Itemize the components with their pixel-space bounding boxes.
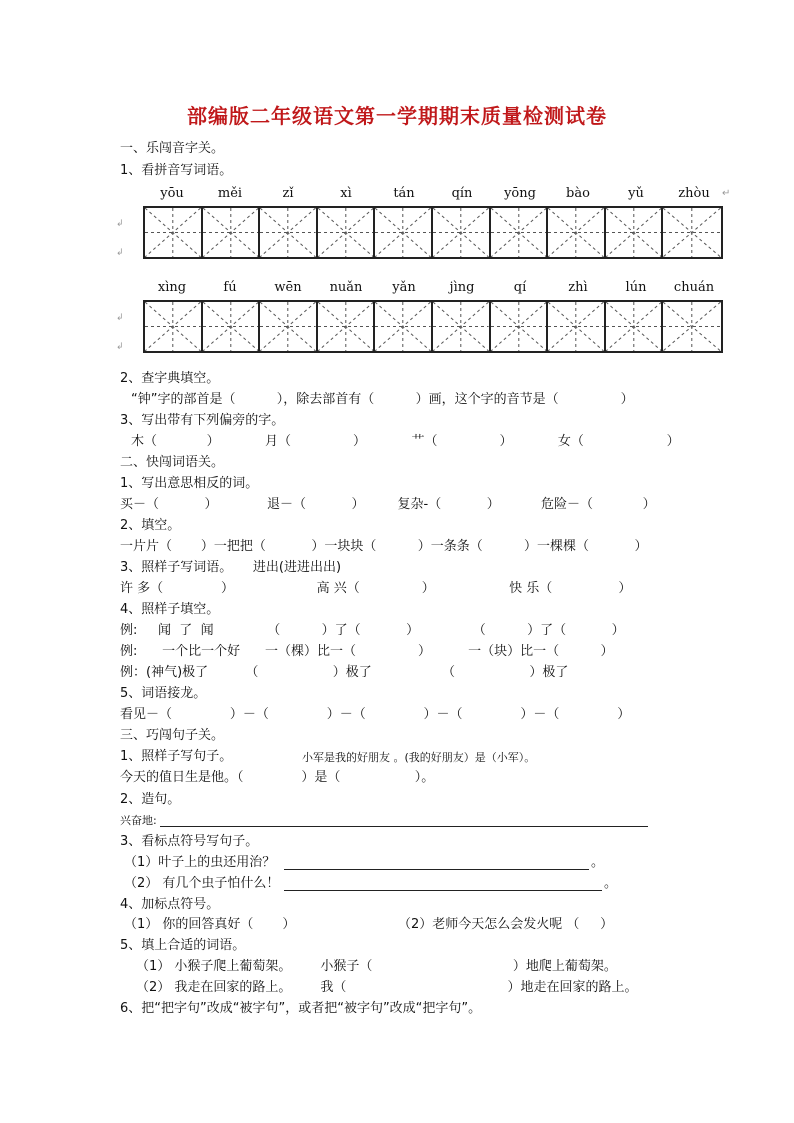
question-3-5: 5、填上合适的词语。 bbox=[120, 938, 246, 953]
question-2-4-example-2: 例: 一个比一个好 一（棵）比一（ ） 一（块）比一（ ） bbox=[120, 644, 614, 659]
pinyin-label: yǔ bbox=[628, 186, 644, 201]
answer-line bbox=[160, 826, 648, 827]
writing-cell[interactable] bbox=[203, 302, 261, 351]
question-2-5-blanks: 看见－（ ）－（ ）－（ ）－（ ）－（ ） bbox=[120, 707, 631, 722]
writing-cell[interactable] bbox=[260, 208, 318, 257]
pinyin-label: chuán bbox=[673, 280, 715, 295]
question-3-1: 1、照样子写句子。 bbox=[120, 749, 233, 764]
pinyin-label: qí bbox=[513, 280, 527, 295]
pinyin-row-1 bbox=[143, 186, 723, 204]
question-3-6: 6、把“把字句”改成“被字句”，或者把“被字句”改成“把字句”。 bbox=[120, 1001, 482, 1016]
paragraph-mark: ↲ bbox=[116, 342, 124, 352]
writing-cell[interactable] bbox=[375, 302, 433, 351]
question-1-2-blanks: “钟”字的部首是（ ），除去部首有（ ）画，这个字的音节是（ ） bbox=[131, 392, 634, 407]
question-3-2-prompt: 兴奋地: bbox=[120, 814, 157, 827]
answer-line bbox=[284, 869, 589, 870]
writing-cell[interactable] bbox=[260, 302, 318, 351]
writing-cell[interactable] bbox=[491, 208, 549, 257]
question-3-4-item-1: （1） 你的回答真好（ ） bbox=[124, 917, 296, 932]
pinyin-label: jìng bbox=[449, 280, 475, 295]
pinyin-label: zhòu bbox=[678, 186, 710, 201]
writing-cell[interactable] bbox=[663, 208, 721, 257]
writing-cell[interactable] bbox=[203, 208, 261, 257]
question-3-4-item-2: （2）老师今天怎么会发火呢 （ ） bbox=[398, 917, 614, 932]
question-3-3: 3、看标点符号写句子。 bbox=[120, 834, 259, 849]
pinyin-label: wēn bbox=[274, 280, 302, 295]
pinyin-label: bào bbox=[566, 186, 590, 201]
pinyin-label: měi bbox=[217, 186, 243, 201]
pinyin-label: fú bbox=[223, 280, 237, 295]
pinyin-label: yōng bbox=[504, 186, 536, 201]
question-2-1-blanks: 买－（ ） 退－（ ） 复杂-（ ） 危险－（ ） bbox=[120, 497, 656, 512]
writing-cell[interactable] bbox=[663, 302, 721, 351]
question-2-2-blanks: 一片片（ ）一把把（ ）一块块（ ）一条条（ ）一棵棵（ ） bbox=[120, 539, 648, 554]
writing-cell[interactable] bbox=[318, 302, 376, 351]
writing-grid-row-1 bbox=[143, 206, 723, 259]
writing-grid-row-2 bbox=[143, 300, 723, 353]
answer-line bbox=[284, 890, 602, 891]
writing-cell[interactable] bbox=[606, 208, 664, 257]
pinyin-label: nuǎn bbox=[329, 280, 363, 295]
writing-cell[interactable] bbox=[318, 208, 376, 257]
writing-cell[interactable] bbox=[548, 302, 606, 351]
question-3-2: 2、造句。 bbox=[120, 792, 181, 807]
writing-cell[interactable] bbox=[491, 302, 549, 351]
question-1-3-blanks: 木（ ） 月（ ） 艹（ ） 女（ ） bbox=[131, 434, 680, 449]
section-1-heading: 一、乐闯音字关。 bbox=[120, 141, 225, 156]
paragraph-mark: ↲ bbox=[116, 219, 124, 229]
question-1-1: 1、看拼音写词语。 bbox=[120, 163, 233, 178]
writing-cell[interactable] bbox=[145, 208, 203, 257]
question-2-3-blanks: 许 多（ ） 高 兴（ ） 快 乐（ ） bbox=[120, 581, 632, 596]
question-3-1-blanks: 今天的值日生是他。（ ）是（ ）。 bbox=[120, 770, 435, 785]
pinyin-row-2 bbox=[143, 280, 723, 298]
question-3-5-item-1: （1） 小猴子爬上葡萄架。 小猴子（ ）地爬上葡萄架。 bbox=[136, 959, 617, 974]
writing-cell[interactable] bbox=[548, 208, 606, 257]
pinyin-label: xìng bbox=[157, 280, 187, 295]
question-2-2: 2、填空。 bbox=[120, 518, 181, 533]
question-3-3-item-1: （1）叶子上的虫还用治？ bbox=[124, 855, 276, 870]
question-3-4: 4、加标点符号。 bbox=[120, 897, 220, 912]
question-1-3: 3、写出带有下列偏旁的字。 bbox=[120, 413, 285, 428]
writing-cell[interactable] bbox=[606, 302, 664, 351]
question-1-2: 2、查字典填空。 bbox=[120, 371, 220, 386]
section-3-heading: 三、巧闯句子关。 bbox=[120, 728, 225, 743]
question-3-3-item-1-end: 。 bbox=[591, 855, 605, 870]
pinyin-label: yōu bbox=[160, 186, 184, 201]
writing-cell[interactable] bbox=[433, 208, 491, 257]
question-2-4-example-1: 例: 闻 了 闻 （ ）了（ ） （ ）了（ ） bbox=[120, 623, 625, 638]
question-2-4: 4、照样子填空。 bbox=[120, 602, 220, 617]
pinyin-label: yǎn bbox=[392, 280, 416, 295]
writing-cell[interactable] bbox=[375, 208, 433, 257]
question-2-4-example-3: 例：(神气)极了 （ ）极了 （ ）极了 bbox=[120, 665, 569, 680]
question-2-1: 1、写出意思相反的词。 bbox=[120, 476, 259, 491]
paragraph-mark: ↲ bbox=[116, 313, 124, 323]
section-2-heading: 二、快闯词语关。 bbox=[120, 455, 225, 470]
question-3-5-item-2: （2） 我走在回家的路上。 我（ ）地走在回家的路上。 bbox=[136, 980, 638, 995]
return-mark: ↵ bbox=[722, 188, 731, 199]
page-title: 部编版二年级语文第一学期期末质量检测试卷 bbox=[187, 104, 607, 128]
pinyin-label: tán bbox=[393, 186, 415, 201]
pinyin-label: lún bbox=[625, 280, 647, 295]
question-3-3-item-2: （2） 有几个虫子怕什么！ bbox=[124, 876, 280, 891]
writing-cell[interactable] bbox=[145, 302, 203, 351]
paragraph-mark: ↲ bbox=[116, 248, 124, 258]
pinyin-label: zǐ bbox=[282, 186, 294, 201]
pinyin-label: xì bbox=[340, 186, 352, 201]
question-3-1-example: 小军是我的好朋友 。(我的好朋友）是（小军）。 bbox=[302, 751, 536, 764]
question-2-3: 3、照样子写词语。 进出(进进出出) bbox=[120, 560, 342, 575]
question-3-3-item-2-end: 。 bbox=[604, 876, 618, 891]
pinyin-label: qín bbox=[451, 186, 473, 201]
writing-cell[interactable] bbox=[433, 302, 491, 351]
pinyin-label: zhì bbox=[568, 280, 588, 295]
question-2-5: 5、词语接龙。 bbox=[120, 686, 207, 701]
